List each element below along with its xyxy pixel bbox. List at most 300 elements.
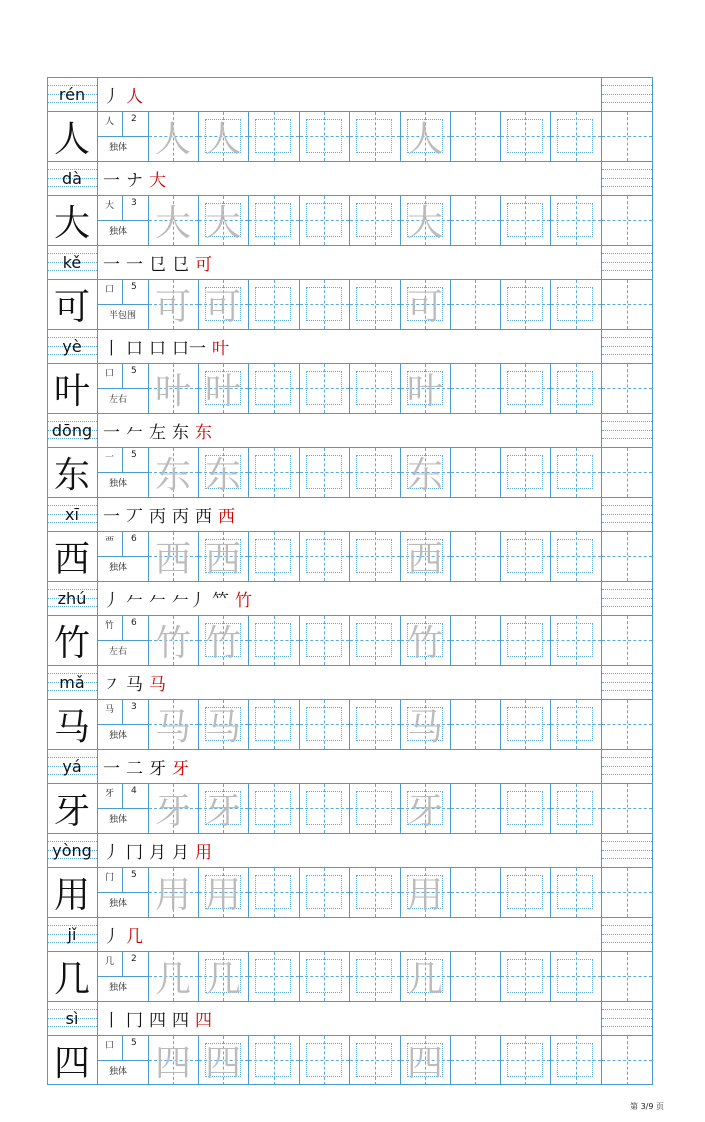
pinyin-guide-line bbox=[602, 522, 652, 523]
grid-line bbox=[652, 749, 653, 783]
grid-line bbox=[97, 77, 98, 111]
practice-box[interactable] bbox=[255, 707, 291, 741]
pinyin-guide-line bbox=[602, 85, 652, 86]
tracing-character: 马 bbox=[154, 706, 191, 748]
cell-guide-vertical bbox=[627, 448, 628, 497]
practice-box[interactable] bbox=[356, 623, 392, 657]
practice-box[interactable] bbox=[255, 287, 291, 321]
cell-guide-vertical bbox=[475, 700, 476, 749]
grid-line bbox=[97, 976, 148, 977]
grid-line bbox=[652, 833, 653, 867]
pinyin-row bbox=[47, 665, 653, 699]
grid-line bbox=[122, 951, 123, 976]
grid-line bbox=[652, 447, 653, 497]
grid-line bbox=[97, 665, 98, 699]
character-entry bbox=[47, 833, 653, 917]
grid-line bbox=[97, 472, 148, 473]
practice-box[interactable] bbox=[356, 959, 392, 993]
structure-label: 左右 bbox=[109, 647, 128, 657]
grid-line bbox=[97, 581, 98, 615]
character-row bbox=[47, 447, 653, 497]
tracing-character: 用 bbox=[204, 874, 241, 916]
pinyin-guide-line bbox=[602, 925, 652, 926]
cell-guide-vertical bbox=[627, 868, 628, 917]
grid-line bbox=[97, 1060, 148, 1061]
practice-box[interactable] bbox=[255, 539, 291, 573]
grid-line bbox=[652, 77, 653, 111]
pinyin-guide-line bbox=[602, 682, 652, 683]
practice-box[interactable] bbox=[356, 707, 392, 741]
character-row bbox=[47, 363, 653, 413]
practice-box[interactable] bbox=[356, 119, 392, 153]
stroke-step: 二 bbox=[126, 758, 143, 779]
pinyin-row bbox=[47, 497, 653, 531]
pinyin-text: mǎ bbox=[59, 672, 85, 692]
practice-box[interactable] bbox=[557, 707, 593, 741]
structure-label: 独体 bbox=[109, 731, 128, 741]
pinyin-text: kě bbox=[62, 252, 82, 272]
character-row bbox=[47, 615, 653, 665]
pinyin-text: zhú bbox=[57, 588, 87, 608]
grid-line bbox=[652, 917, 653, 951]
stroke-step: 马 bbox=[149, 674, 166, 695]
pinyin-guide-line bbox=[602, 690, 652, 691]
practice-box[interactable] bbox=[557, 119, 593, 153]
grid-line bbox=[47, 867, 653, 868]
tracing-character: 人 bbox=[406, 118, 443, 160]
grid-line bbox=[652, 783, 653, 833]
grid-line bbox=[97, 917, 98, 951]
grid-line bbox=[97, 749, 98, 783]
cell-guide-vertical bbox=[627, 616, 628, 665]
stroke-step: 㔾 bbox=[149, 254, 166, 275]
stroke-step: 一 bbox=[126, 254, 143, 275]
grid-line bbox=[47, 1035, 653, 1036]
pinyin-row bbox=[47, 581, 653, 615]
radical-label: 马 bbox=[105, 705, 115, 715]
tracing-character: 叶 bbox=[204, 370, 241, 412]
tracing-character: 四 bbox=[406, 1042, 443, 1084]
pinyin-text: yá bbox=[62, 756, 82, 776]
pinyin-guide-line bbox=[602, 850, 652, 851]
pinyin-text: yè bbox=[62, 336, 82, 356]
tracing-character: 可 bbox=[154, 286, 191, 328]
stroke-step: 㔾 bbox=[172, 254, 189, 275]
cell-guide-vertical bbox=[627, 196, 628, 245]
practice-box[interactable] bbox=[255, 371, 291, 405]
stroke-step: 丿 bbox=[103, 842, 120, 863]
cell-guide-vertical bbox=[475, 112, 476, 161]
grid-line bbox=[652, 1001, 653, 1035]
grid-line bbox=[122, 1035, 123, 1060]
model-character: 几 bbox=[53, 958, 90, 1000]
structure-label: 独体 bbox=[109, 1067, 128, 1077]
pinyin-guide-line bbox=[602, 337, 652, 338]
tracing-character: 几 bbox=[204, 958, 241, 1000]
stroke-step: 东 bbox=[195, 422, 212, 443]
practice-box[interactable] bbox=[557, 959, 593, 993]
model-character: 人 bbox=[53, 118, 90, 160]
tracing-character: 用 bbox=[406, 874, 443, 916]
cell-guide-vertical bbox=[627, 532, 628, 581]
structure-label: 独体 bbox=[109, 899, 128, 909]
pinyin-guide-line bbox=[602, 438, 652, 439]
radical-label: 牙 bbox=[105, 789, 115, 799]
stroke-step: 𥫗 bbox=[212, 590, 229, 611]
stroke-step: 用 bbox=[195, 842, 212, 863]
practice-box[interactable] bbox=[255, 203, 291, 237]
stroke-order bbox=[103, 245, 212, 279]
model-character: 西 bbox=[53, 538, 90, 580]
character-entry bbox=[47, 749, 653, 833]
grid-line bbox=[47, 699, 653, 700]
practice-box[interactable] bbox=[356, 371, 392, 405]
grid-line bbox=[47, 1084, 653, 1085]
stroke-step: 𠂉 bbox=[126, 422, 143, 443]
grid-line bbox=[47, 111, 653, 112]
practice-box[interactable] bbox=[356, 287, 392, 321]
pinyin-guide-line bbox=[602, 270, 652, 271]
practice-box[interactable] bbox=[557, 791, 593, 825]
pinyin-text: yòng bbox=[52, 840, 92, 860]
character-entry bbox=[47, 413, 653, 497]
stroke-order bbox=[103, 749, 189, 783]
practice-box[interactable] bbox=[557, 623, 593, 657]
grid-line bbox=[652, 245, 653, 279]
practice-box[interactable] bbox=[306, 875, 342, 909]
practice-box[interactable] bbox=[306, 707, 342, 741]
practice-box[interactable] bbox=[507, 455, 543, 489]
grid-line bbox=[97, 808, 148, 809]
stroke-count: 5 bbox=[131, 870, 137, 880]
practice-box[interactable] bbox=[507, 959, 543, 993]
tracing-character: 牙 bbox=[406, 790, 443, 832]
stroke-count: 5 bbox=[131, 366, 137, 376]
grid-line bbox=[47, 447, 653, 448]
pinyin-guide-line bbox=[602, 253, 652, 254]
practice-box[interactable] bbox=[306, 371, 342, 405]
tracing-character: 叶 bbox=[154, 370, 191, 412]
model-character: 东 bbox=[53, 454, 90, 496]
stroke-step: 马 bbox=[126, 674, 143, 695]
practice-box[interactable] bbox=[356, 203, 392, 237]
structure-label: 独体 bbox=[109, 983, 128, 993]
stroke-step: 丿 bbox=[103, 590, 120, 611]
character-entry bbox=[47, 665, 653, 749]
tracing-character: 几 bbox=[154, 958, 191, 1000]
practice-box[interactable] bbox=[255, 875, 291, 909]
practice-box[interactable] bbox=[507, 119, 543, 153]
grid-line bbox=[652, 111, 653, 161]
grid-line bbox=[652, 161, 653, 195]
tracing-character: 东 bbox=[154, 454, 191, 496]
stroke-step: 四 bbox=[149, 1010, 166, 1031]
practice-box[interactable] bbox=[306, 1043, 342, 1077]
practice-box[interactable] bbox=[507, 791, 543, 825]
stroke-step: 西 bbox=[195, 506, 212, 527]
model-character: 四 bbox=[53, 1042, 90, 1084]
grid-line bbox=[97, 136, 148, 137]
stroke-step: 四 bbox=[172, 1010, 189, 1031]
pinyin-guide-line bbox=[602, 673, 652, 674]
structure-label: 独体 bbox=[109, 227, 128, 237]
cell-guide-vertical bbox=[475, 364, 476, 413]
practice-box[interactable] bbox=[306, 539, 342, 573]
radical-label: 覀 bbox=[105, 537, 115, 547]
radical-label: 门 bbox=[105, 873, 115, 883]
grid-line bbox=[47, 363, 653, 364]
practice-box[interactable] bbox=[507, 371, 543, 405]
character-row bbox=[47, 111, 653, 161]
practice-box[interactable] bbox=[507, 287, 543, 321]
model-character: 竹 bbox=[53, 622, 90, 664]
pinyin-guide-line bbox=[602, 598, 652, 599]
stroke-step: 西 bbox=[218, 506, 235, 527]
tracing-character: 竹 bbox=[204, 622, 241, 664]
stroke-count: 2 bbox=[131, 114, 137, 124]
stroke-step: 牙 bbox=[149, 758, 166, 779]
stroke-step: 口 bbox=[149, 338, 166, 359]
pinyin-guide-line bbox=[602, 1018, 652, 1019]
practice-box[interactable] bbox=[557, 875, 593, 909]
model-character: 用 bbox=[53, 874, 90, 916]
character-row bbox=[47, 279, 653, 329]
stroke-count: 3 bbox=[131, 702, 137, 712]
practice-sheet bbox=[47, 77, 653, 1085]
stroke-count: 5 bbox=[131, 450, 137, 460]
grid-line bbox=[652, 615, 653, 665]
model-character: 叶 bbox=[53, 370, 90, 412]
radical-label: 一 bbox=[105, 453, 115, 463]
pinyin-guide-line bbox=[602, 606, 652, 607]
pinyin-guide-line bbox=[602, 102, 652, 103]
stroke-order bbox=[103, 329, 229, 363]
practice-box[interactable] bbox=[306, 203, 342, 237]
grid-line bbox=[122, 615, 123, 640]
cell-guide-vertical bbox=[475, 532, 476, 581]
pinyin-guide-line bbox=[602, 430, 652, 431]
structure-label: 独体 bbox=[109, 479, 128, 489]
pinyin-text: xī bbox=[65, 504, 79, 524]
practice-box[interactable] bbox=[255, 791, 291, 825]
pinyin-text: jǐ bbox=[67, 924, 77, 944]
stroke-step: 冂 bbox=[126, 842, 143, 863]
stroke-step: 四 bbox=[195, 1010, 212, 1031]
grid-line bbox=[47, 531, 653, 532]
grid-line bbox=[97, 329, 98, 363]
stroke-order bbox=[103, 581, 252, 615]
stroke-step: 𠂉 bbox=[126, 590, 143, 611]
practice-box[interactable] bbox=[356, 539, 392, 573]
grid-line bbox=[97, 161, 98, 195]
tracing-character: 大 bbox=[154, 202, 191, 244]
character-row bbox=[47, 1035, 653, 1085]
grid-line bbox=[97, 245, 98, 279]
stroke-order bbox=[103, 833, 212, 867]
grid-line bbox=[97, 640, 148, 641]
character-entry bbox=[47, 917, 653, 1001]
stroke-step: 丙 bbox=[149, 506, 166, 527]
stroke-order bbox=[103, 1001, 212, 1035]
practice-box[interactable] bbox=[306, 287, 342, 321]
tracing-character: 几 bbox=[406, 958, 443, 1000]
grid-line bbox=[652, 497, 653, 531]
practice-box[interactable] bbox=[306, 623, 342, 657]
practice-box[interactable] bbox=[306, 119, 342, 153]
practice-box[interactable] bbox=[557, 371, 593, 405]
tracing-character: 人 bbox=[204, 118, 241, 160]
pinyin-guide-line bbox=[602, 421, 652, 422]
grid-line bbox=[652, 413, 653, 447]
stroke-step: 𠂉丿 bbox=[172, 590, 206, 611]
stroke-step: 月 bbox=[149, 842, 166, 863]
grid-line bbox=[97, 1001, 98, 1035]
stroke-order bbox=[103, 161, 166, 195]
practice-box[interactable] bbox=[306, 455, 342, 489]
tracing-character: 可 bbox=[204, 286, 241, 328]
stroke-step: ナ bbox=[126, 170, 143, 191]
practice-box[interactable] bbox=[557, 539, 593, 573]
practice-box[interactable] bbox=[306, 959, 342, 993]
character-entry bbox=[47, 581, 653, 665]
stroke-step: 丙 bbox=[172, 506, 189, 527]
structure-label: 独体 bbox=[109, 143, 128, 153]
cell-guide-vertical bbox=[475, 784, 476, 833]
practice-box[interactable] bbox=[255, 623, 291, 657]
pinyin-guide-line bbox=[602, 505, 652, 506]
radical-label: 几 bbox=[105, 957, 115, 967]
practice-box[interactable] bbox=[557, 1043, 593, 1077]
grid-line bbox=[97, 724, 148, 725]
radical-label: 大 bbox=[105, 201, 115, 211]
practice-box[interactable] bbox=[507, 875, 543, 909]
grid-line bbox=[652, 329, 653, 363]
practice-box[interactable] bbox=[306, 791, 342, 825]
practice-box[interactable] bbox=[356, 1043, 392, 1077]
practice-box[interactable] bbox=[507, 203, 543, 237]
grid-line bbox=[652, 699, 653, 749]
pinyin-guide-line bbox=[602, 1026, 652, 1027]
cell-guide-vertical bbox=[627, 700, 628, 749]
tracing-character: 大 bbox=[204, 202, 241, 244]
pinyin-guide-line bbox=[602, 186, 652, 187]
character-row bbox=[47, 531, 653, 581]
grid-line bbox=[122, 699, 123, 724]
practice-box[interactable] bbox=[507, 1043, 543, 1077]
pinyin-row bbox=[47, 245, 653, 279]
practice-box[interactable] bbox=[507, 539, 543, 573]
grid-line bbox=[97, 556, 148, 557]
stroke-step: 一 bbox=[103, 254, 120, 275]
practice-box[interactable] bbox=[557, 455, 593, 489]
character-row bbox=[47, 699, 653, 749]
practice-box[interactable] bbox=[507, 707, 543, 741]
grid-line bbox=[652, 279, 653, 329]
practice-box[interactable] bbox=[557, 287, 593, 321]
stroke-step: 一 bbox=[103, 758, 120, 779]
radical-label: 口 bbox=[105, 369, 115, 379]
pinyin-guide-line bbox=[602, 94, 652, 95]
practice-box[interactable] bbox=[557, 203, 593, 237]
tracing-character: 人 bbox=[154, 118, 191, 160]
pinyin-guide-line bbox=[602, 1009, 652, 1010]
character-entry bbox=[47, 77, 653, 161]
pinyin-guide-line bbox=[602, 774, 652, 775]
pinyin-row bbox=[47, 833, 653, 867]
character-row bbox=[47, 783, 653, 833]
tracing-character: 牙 bbox=[154, 790, 191, 832]
pinyin-text: sì bbox=[65, 1008, 79, 1028]
tracing-character: 西 bbox=[406, 538, 443, 580]
tracing-character: 马 bbox=[406, 706, 443, 748]
grid-line bbox=[652, 581, 653, 615]
practice-box[interactable] bbox=[356, 455, 392, 489]
stroke-step: 几 bbox=[126, 926, 143, 947]
model-character: 马 bbox=[53, 706, 90, 748]
pinyin-guide-line bbox=[602, 942, 652, 943]
character-entry bbox=[47, 245, 653, 329]
cell-guide-vertical bbox=[627, 1036, 628, 1085]
pinyin-guide-line bbox=[602, 354, 652, 355]
tracing-character: 四 bbox=[204, 1042, 241, 1084]
pinyin-guide-line bbox=[602, 346, 652, 347]
stroke-count: 5 bbox=[131, 1038, 137, 1048]
tracing-character: 大 bbox=[406, 202, 443, 244]
cell-guide-vertical bbox=[475, 1036, 476, 1085]
pinyin-row bbox=[47, 917, 653, 951]
pinyin-guide-line bbox=[602, 262, 652, 263]
tracing-character: 西 bbox=[204, 538, 241, 580]
cell-guide-vertical bbox=[475, 616, 476, 665]
grid-line bbox=[122, 363, 123, 388]
tracing-character: 东 bbox=[406, 454, 443, 496]
pinyin-guide-line bbox=[602, 589, 652, 590]
cell-guide-vertical bbox=[627, 952, 628, 1001]
structure-label: 独体 bbox=[109, 563, 128, 573]
practice-box[interactable] bbox=[356, 875, 392, 909]
stroke-step: 叶 bbox=[212, 338, 229, 359]
stroke-step: 竹 bbox=[235, 590, 252, 611]
tracing-character: 四 bbox=[154, 1042, 191, 1084]
stroke-step: 人 bbox=[126, 86, 143, 107]
pinyin-text: dà bbox=[62, 168, 82, 188]
grid-line bbox=[652, 867, 653, 917]
grid-line bbox=[122, 195, 123, 220]
stroke-step: 左 bbox=[149, 422, 166, 443]
practice-box[interactable] bbox=[255, 1043, 291, 1077]
cell-guide-vertical bbox=[627, 364, 628, 413]
grid-line bbox=[97, 497, 98, 531]
grid-line bbox=[652, 951, 653, 1001]
pinyin-guide-line bbox=[602, 178, 652, 179]
practice-box[interactable] bbox=[356, 791, 392, 825]
tracing-character: 叶 bbox=[406, 370, 443, 412]
grid-line bbox=[122, 279, 123, 304]
grid-line bbox=[652, 665, 653, 699]
character-row bbox=[47, 195, 653, 245]
practice-box[interactable] bbox=[255, 455, 291, 489]
practice-box[interactable] bbox=[255, 959, 291, 993]
stroke-count: 2 bbox=[131, 954, 137, 964]
practice-box[interactable] bbox=[507, 623, 543, 657]
practice-box[interactable] bbox=[255, 119, 291, 153]
stroke-order bbox=[103, 77, 143, 111]
stroke-step: 可 bbox=[195, 254, 212, 275]
structure-label: 左右 bbox=[109, 395, 128, 405]
stroke-step: 月 bbox=[172, 842, 189, 863]
grid-line bbox=[97, 220, 148, 221]
grid-line bbox=[122, 447, 123, 472]
